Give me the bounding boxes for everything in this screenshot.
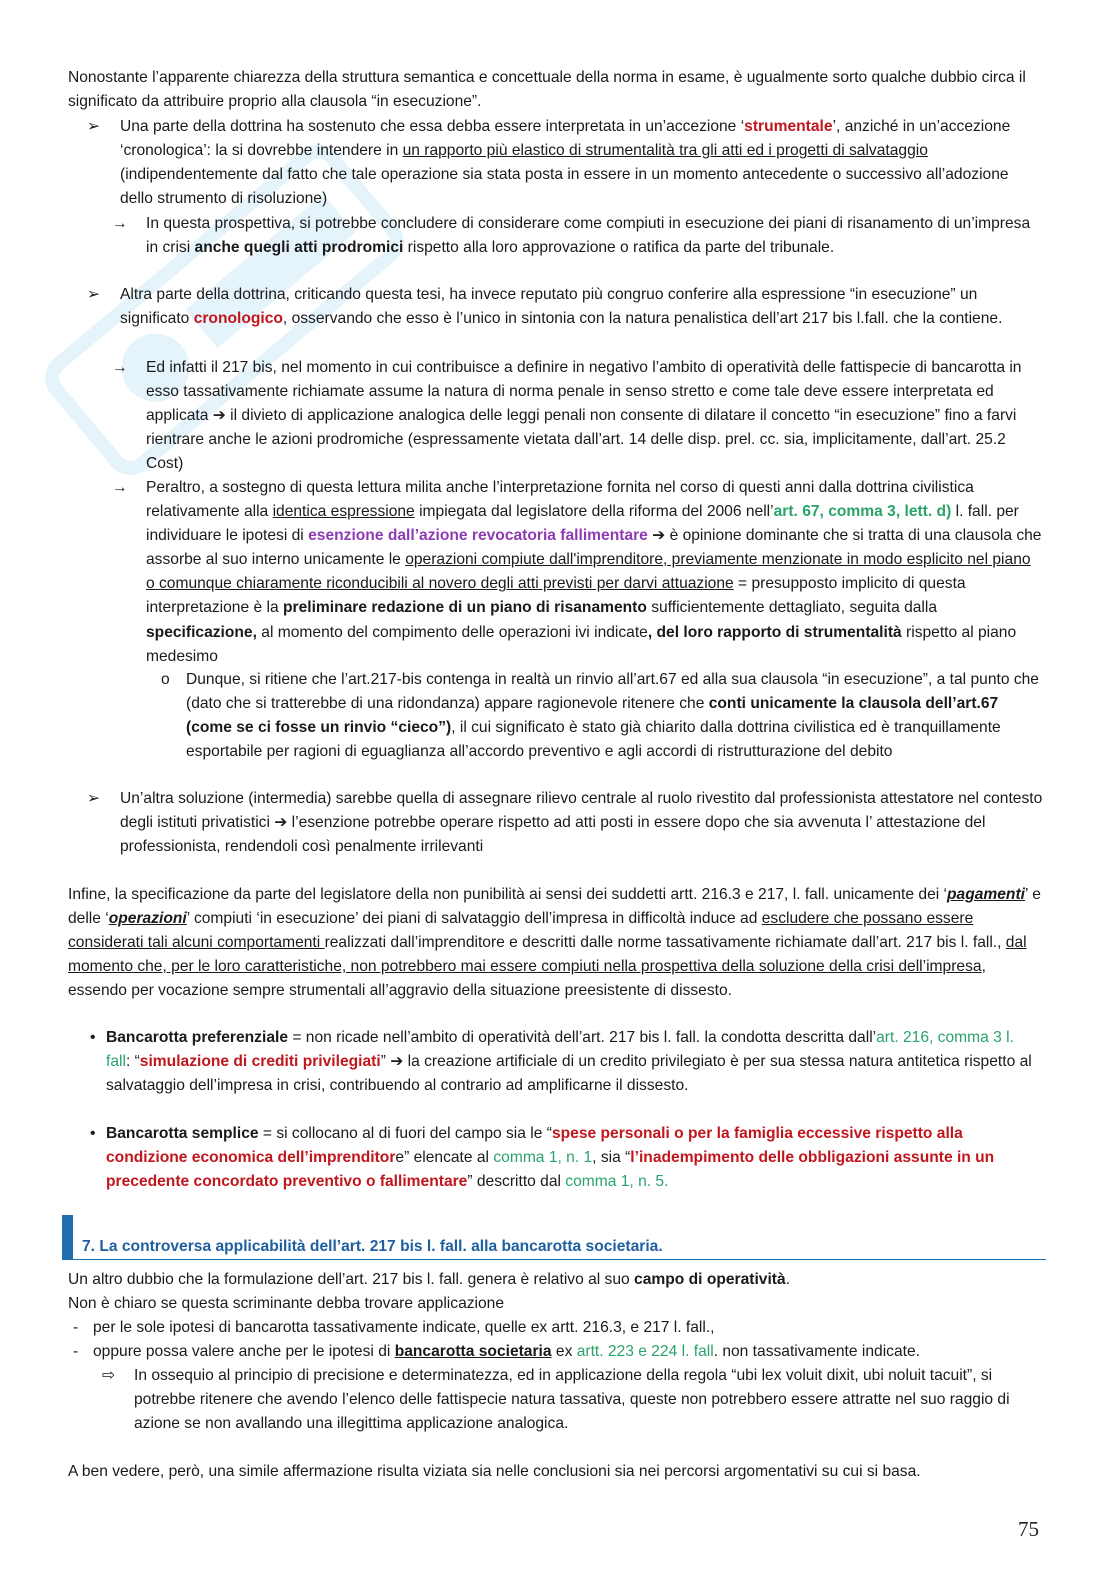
circle-bullet-icon: o [161, 671, 170, 688]
sub-point-ossequio [102, 1364, 1040, 1436]
arrow-bullet-icon: ➢ [87, 286, 101, 303]
bancarotta-preferenziale-text: Bancarotta preferenziale = non ricade nell’ambito di operatività dell’art. 217 bis l. fall. la condotta descritta dall’art. 216, comma 3 l. fall: “simulazione di crediti privilegiati” ➔ la creazione artificiale di un credito privilegiato è per sua stessa natura antitetica rispetto al salvataggio dell’impresa in crisi, contribuendo al contrario ad amplificarne il dissesto. [106, 1029, 1032, 1095]
sub-point-civilistica [112, 476, 1042, 669]
sub-point-217bis [112, 356, 1038, 476]
section-heading-bar [62, 1215, 73, 1259]
dash-item-societaria-text: oppure possa valere anche per le ipotesi di bancarotta societaria ex artt. 223 e 224 l. fall. non tassativamente indicate. [93, 1343, 920, 1360]
right-arrow-icon: → [112, 215, 128, 232]
argument-strumentale [87, 115, 1040, 211]
section-heading-title: 7. La controversa applicabilità dell’art. 217 bis l. fall. alla bancarotta societaria. [82, 1238, 663, 1255]
dash-bullet-icon: - [73, 1343, 79, 1360]
dot-bullet-icon: • [90, 1029, 96, 1046]
dash-item-sole-ipotesi-text: per le sole ipotesi di bancarotta tassativamente indicate, quelle ex artt. 216.3, e 217 l. fall., [93, 1319, 715, 1336]
argument-cronologico [87, 283, 1040, 331]
arrow-bullet-icon: ➢ [87, 118, 101, 135]
dash-bullet-icon: - [73, 1319, 79, 1336]
sub-point-prospettiva-text: In questa prospettiva, si potrebbe concludere di considerare come compiuti in esecuzione dei piani di risanamento di un’impresa in crisi anche quegli atti prodromici rispetto alla loro approvazione o ratifica da parte del tribunale. [146, 215, 1031, 257]
section7-paragraph-2 [68, 1292, 1046, 1316]
dash-item-sole-ipotesi [73, 1316, 1043, 1340]
sub-point-prospettiva [112, 212, 1044, 260]
sub-point-217bis-text: Ed infatti il 217 bis, nel momento in cui contribuisce a definire in negativo l’ambito di operatività delle fattispecie di bancarotta in esso tassativamente richiamate assume la natura di norma penale in senso stretto e come tale deve essere interpretata ed applicata ➔ il divieto di applicazione analogica delle leggi penali non consente di dilatare il concetto “in esecuzione” fino a farvi rientrare anche le azioni prodromiche (espressamente vietata dall’art. 14 delle disp. prel. cc. sia, implicitamente, dall’art. 25.2 Cost) [146, 359, 1022, 473]
bancarotta-preferenziale [90, 1026, 1042, 1098]
sub-point-ossequio-text: In ossequio al principio di precisione e determinatezza, ed in applicazione della regola “ubi lex voluit dixit, ubi noluit tacuit”, si potrebbe ritenere che avendo l’elenco delle fattispecie natura tassativa, queste non potrebbero essere attratte nel suo raggio di azione se non avallando una illegittima applicazione analogica. [134, 1367, 1010, 1433]
bancarotta-semplice [90, 1122, 1042, 1194]
right-arrow-icon: → [112, 359, 128, 376]
argument-intermedia [87, 787, 1044, 859]
sub-sub-point-rinvio-text: Dunque, si ritiene che l’art.217-bis contenga in realtà un rinvio all’art.67 ed alla sua clausola “in esecuzione”, a tal punto che (dato che si tratterebbe di una ridondanza) appare ragionevole ritenere che conti unicamente la clausola dell’art.67 (come se ci fosse un rinvio “cieco”), il cui significato è stato già chiarito dalla dottrina civilistica ed è tranquillamente esportabile per ragioni di eguaglianza all’accordo preventivo e agli accordi di ristrutturazione del debito [186, 671, 1039, 761]
arrow-bullet-icon: ➢ [87, 790, 101, 807]
dash-item-societaria [73, 1340, 1043, 1364]
final-paragraph [68, 1460, 1048, 1484]
infine-paragraph [68, 883, 1044, 1003]
right-arrow-icon: → [112, 479, 128, 496]
intro-text: Nonostante l’apparente chiarezza della struttura semantica e concettuale della norma in esame, è ugualmente sorto qualche dubbio circa il significato da attribuire proprio alla clausola “in esecuzione”. [68, 69, 1026, 111]
section7-paragraph-1-text: Un altro dubbio che la formulazione dell’art. 217 bis l. fall. genera è relativo al suo campo di operatività. [68, 1271, 791, 1288]
section7-paragraph-1 [68, 1268, 1046, 1292]
section7-paragraph-2-text: Non è chiaro se questa scriminante debba trovare applicazione [68, 1295, 505, 1312]
intro-paragraph [68, 66, 1046, 114]
argument-strumentale-text: Una parte della dottrina ha sostenuto che essa debba essere interpretata in un’accezione ‘strumentale’, anziché in un’accezione ‘cronologica’: la si dovrebbe intendere in un rapporto più elastico di strumentalità tra gli atti ed i progetti di salvataggio (indipendentemente dal fatto che tale operazione sia stata posta in essere in un momento antecedente o successivo all’adozione dello strumento di risoluzione) [120, 118, 1011, 208]
argument-intermedia-text: Un’altra soluzione (intermedia) sarebbe quella di assegnare rilievo centrale al ruolo rivestito dal professionista attestatore nel contesto degli istituti privatistici ➔ l’esenzione potrebbe operare rispetto ad atti posti in essere dopo che sia avvenuta l’ attestazione del professionista, rendendoli così penalmente irrilevanti [120, 790, 1043, 856]
infine-text: Infine, la specificazione da parte del legislatore della non punibilità ai sensi dei suddetti artt. 216.3 e 217, l. fall. unicamente dei ‘pagamenti’ e delle ‘operazioni’ compiuti ‘in esecuzione’ dei piani di salvataggio dell’impresa in difficoltà induce ad escludere che possano essere considerati tali alcuni comportamenti realizzati dall’imprenditore e descritti dalle norme tassativamente richiamate dall’art. 217 bis l. fall., dal momento che, per le loro caratteristiche, non potrebbero mai essere compiuti nella prospettiva della soluzione della crisi dell’impresa, essendo per vocazione sempre strumentali all’aggravio della situazione preesistente di dissesto. [68, 886, 1041, 1000]
page-number: 75 [1018, 1517, 1039, 1541]
section-heading [62, 1215, 1046, 1260]
hollow-arrow-icon: ⇨ [102, 1367, 116, 1384]
sub-point-civilistica-text: Peraltro, a sostegno di questa lettura milita anche l’interpretazione fornita nel corso di questi anni dalla dottrina civilistica relativamente alla identica espressione impiegata dal legislatore della riforma del 2006 nell’art. 67, comma 3, lett. d) l. fall. per individuare le ipotesi di esenzione dall’azione revocatoria fallimentare ➔ è opinione dominante che si tratta di una clausola che assorbe al suo interno unicamente le operazioni compiute dall'imprenditore, previamente menzionate in modo esplicito nel piano o comunque chiaramente riconducibili al novero degli atti previsti per darvi attuazione = presupposto implicito di questa interpretazione è la preliminare redazione di un piano di risanamento sufficientemente dettagliato, seguita dalla specificazione, al momento del compimento delle operazioni ivi indicate, del loro rapporto di strumentalità rispetto al piano medesimo [146, 479, 1042, 665]
argument-cronologico-text: Altra parte della dottrina, criticando questa tesi, ha invece reputato più congruo conferire alla espressione “in esecuzione” un significato cronologico, osservando che esso è l’unico in sintonia con la natura penalistica dell’art 217 bis l.fall. che la contiene. [120, 286, 1003, 328]
final-text: A ben vedere, però, una simile affermazione risulta viziata sia nelle conclusioni sia nei percorsi argomentativi su cui si basa. [68, 1463, 921, 1480]
dot-bullet-icon: • [90, 1125, 96, 1142]
bancarotta-semplice-text: Bancarotta semplice = si collocano al di fuori del campo sia le “spese personali o per la famiglia eccessive rispetto alla condizione economica dell’imprenditore” elencate al comma 1, n. 1, sia “l’inadempimento delle obbligazioni assunte in un precedente concordato preventivo o fallimentare” descritto dal comma 1, n. 5. [106, 1125, 995, 1191]
sub-sub-point-rinvio [161, 668, 1044, 764]
